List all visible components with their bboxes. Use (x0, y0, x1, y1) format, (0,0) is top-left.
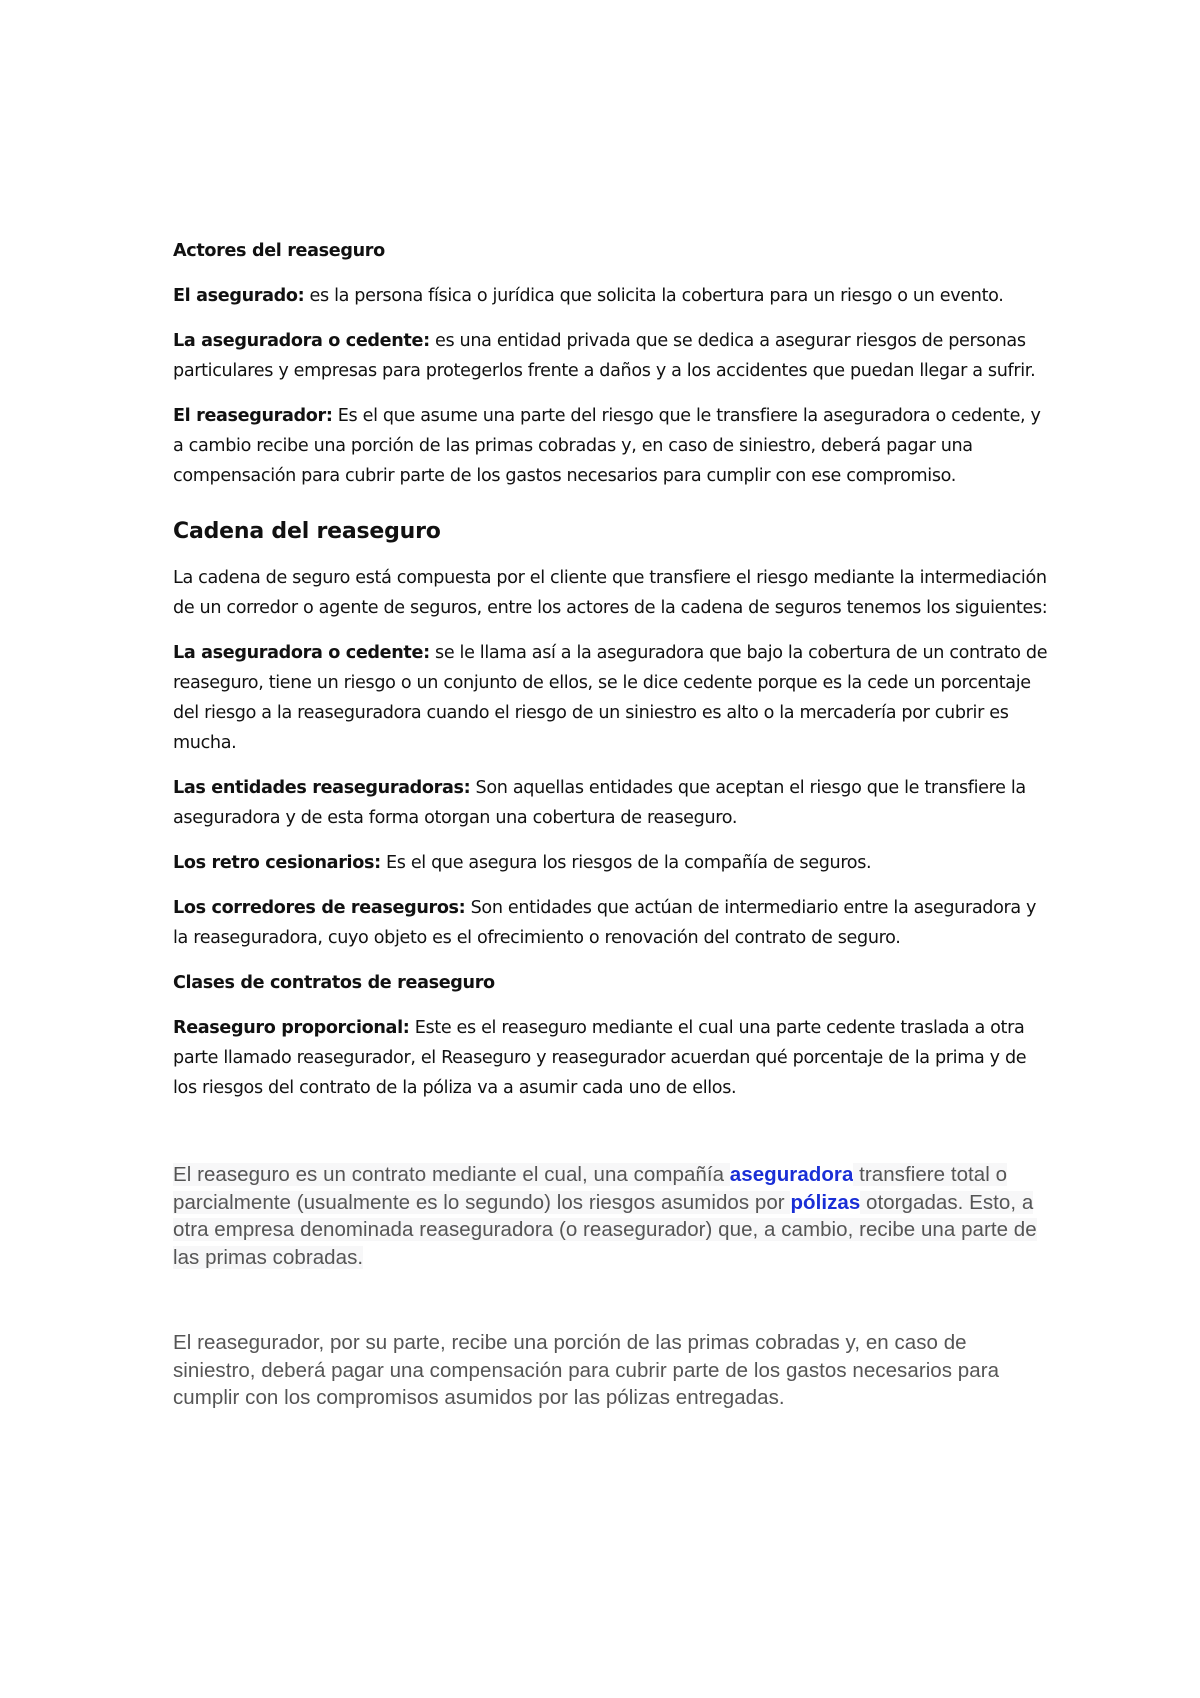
web-paragraph-2: El reasegurador, por su parte, recibe una porción de las primas cobradas y, en caso de siniestro, deberá pagar una compensación para cubrir parte de los gastos necesarios para cumplir con los compromisos asumidos por las pólizas entregadas. (173, 1331, 1000, 1409)
paragraph-aseguradora (173, 326, 1053, 386)
section-title-actores: Actores del reaseguro (173, 241, 385, 261)
web-quote-2 (173, 1329, 1053, 1412)
link-polizas[interactable]: pólizas (790, 1190, 861, 1214)
text-retro: Es el que asegura los riesgos de la compañía de seguros. (380, 853, 872, 873)
paragraph-proporcional (173, 1013, 1053, 1103)
term-corredores: Los corredores de reaseguros: (173, 898, 466, 918)
term-reasegurador: El reasegurador: (173, 406, 333, 426)
text-corredores: Son entidades que actúan de intermediario entre la aseguradora y la reaseguradora, cuyo objeto es el ofrecimiento o renovación del contrato de seguro. (173, 898, 1037, 948)
term-retro: Los retro cesionarios: (173, 853, 381, 873)
paragraph-entidades (173, 773, 1053, 833)
document-page (173, 236, 1053, 1412)
paragraph-cadena-intro: La cadena de seguro está compuesta por el cliente que transfiere el riesgo mediante la intermediación de un corredor o agente de seguros, entre los actores de la cadena de seguros tenemos los siguientes: (173, 568, 1048, 618)
web1-part3: otorgadas. Esto, a otra empresa denominada reaseguradora (o reasegurador) que, a cambio, recibe una parte de las primas cobradas. (173, 1190, 1037, 1269)
paragraph-retro (173, 848, 1053, 878)
web-paragraph-1 (173, 1161, 1053, 1271)
text-proporcional: Este es el reaseguro mediante el cual una parte cedente traslada a otra parte llamado reasegurador, el Reaseguro y reasegurador acuerdan qué porcentaje de la prima y de los riesgos del contrato de la póliza va a asumir cada uno de ellos. (173, 1018, 1027, 1098)
term-aseguradora: La aseguradora o cedente: (173, 331, 430, 351)
term-proporcional: Reaseguro proporcional: (173, 1018, 410, 1038)
term-asegurado: El asegurado: (173, 286, 305, 306)
term-cadena-aseguradora: La aseguradora o cedente: (173, 643, 430, 663)
web1-part2: transfiere total o parcialmente (usualmente es lo segundo) los riesgos asumidos por (173, 1163, 1008, 1214)
heading-cadena: Cadena del reaseguro (173, 519, 441, 544)
web1-part1: El reaseguro es un contrato mediante el cual, una compañía (173, 1163, 730, 1186)
link-aseguradora[interactable]: aseguradora (729, 1163, 854, 1186)
section-title-clases: Clases de contratos de reaseguro (173, 973, 495, 993)
paragraph-asegurado (173, 281, 1053, 311)
text-cadena-aseguradora: se le llama así a la aseguradora que bajo la cobertura de un contrato de reaseguro, tiene un riesgo o un conjunto de ellos, se le dice cedente porque es la cede un porcentaje del riesgo a la reaseguradora cuando el riesgo de un siniestro es alto o la mercadería por cubrir es mucha. (173, 643, 1048, 753)
text-asegurado: es la persona física o jurídica que solicita la cobertura para un riesgo o un evento. (304, 286, 1004, 306)
web-quote-1 (173, 1161, 1053, 1271)
paragraph-corredores (173, 893, 1053, 953)
text-reasegurador: Es el que asume una parte del riesgo que le transfiere la aseguradora o cedente, y a cambio recibe una porción de las primas cobradas y, en caso de siniestro, deberá pagar una compensación para cubrir parte de los gastos necesarios para cumplir con ese compromiso. (173, 406, 1041, 486)
term-entidades: Las entidades reaseguradoras: (173, 778, 471, 798)
paragraph-cadena-aseguradora (173, 638, 1053, 758)
text-aseguradora: es una entidad privada que se dedica a asegurar riesgos de personas particulares y empresas para protegerlos frente a daños y a los accidentes que puedan llegar a sufrir. (173, 331, 1036, 381)
text-entidades: Son aquellas entidades que aceptan el riesgo que le transfiere la aseguradora y de esta forma otorgan una cobertura de reaseguro. (173, 778, 1026, 828)
paragraph-reasegurador (173, 401, 1053, 491)
